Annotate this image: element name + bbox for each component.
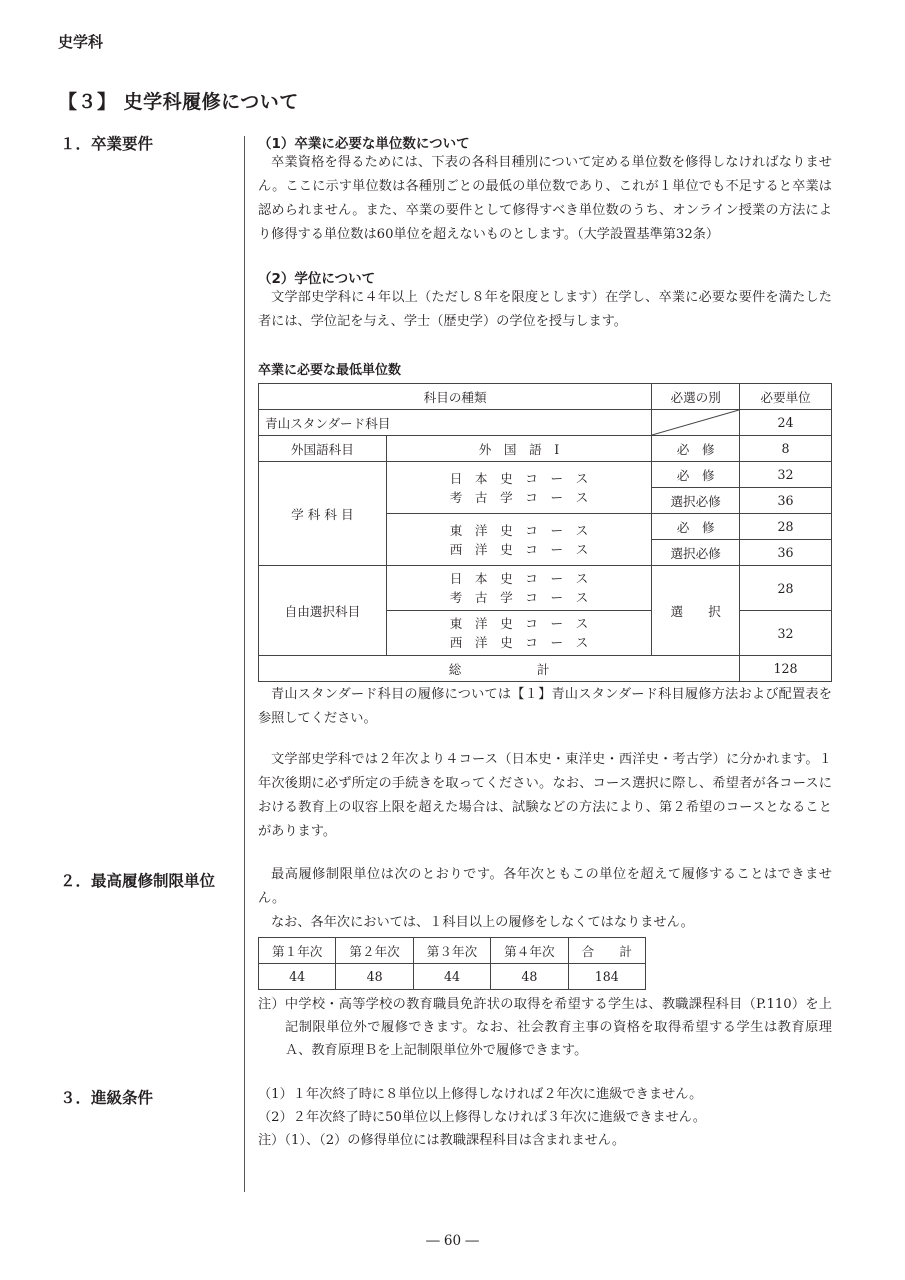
dept-req-1: 必 修 <box>652 462 740 488</box>
table-row <box>259 410 832 436</box>
promotion-rule-2: （2）２年次終了時に50単位以上修得しなければ３年次に進級できません。 <box>258 1110 706 1125</box>
course-division-text: 文学部史学科では２年次より４コース（日本史・東洋史・西洋史・考古学）に分かれます。１年次後期に必ず所定の手続きを取ってください。なお、コース選択に際し、希望者が各コースにおける教育上の収容上限を超えた場合は、試験などの方法により、第２希望のコースとなることがあります。 <box>258 752 832 839</box>
year-1-header: 第１年次 <box>259 938 336 964</box>
year-2-value: 48 <box>336 964 413 990</box>
year-3-value: 44 <box>413 964 490 990</box>
dept-units-3: 28 <box>740 514 832 540</box>
year-4-value: 48 <box>491 964 568 990</box>
total-header: 合 計 <box>568 938 645 964</box>
table-row <box>259 656 832 682</box>
table-row <box>259 462 832 488</box>
dept-subjects-category: 学 科 科 目 <box>259 462 387 566</box>
page-title: 【３】 史学科履修について <box>58 91 299 113</box>
year-1-value: 44 <box>259 964 336 990</box>
year-4-header: 第４年次 <box>491 938 568 964</box>
year-2-header: 第２年次 <box>336 938 413 964</box>
course-oriental-history: 東 洋 史 コ ー ス <box>449 616 589 631</box>
table-row <box>259 566 832 611</box>
foreign-language-category: 外国語科目 <box>259 436 387 462</box>
dept-units-2: 36 <box>740 488 832 514</box>
header-requirement: 必選の別 <box>652 384 740 410</box>
table-row <box>259 964 646 990</box>
minimum-credits-table <box>258 383 832 682</box>
total-label: 総 計 <box>259 656 740 682</box>
diagonal-cell <box>652 410 740 436</box>
free-course-group-2 <box>386 611 651 656</box>
dept-course-group-1 <box>386 462 651 514</box>
header-units: 必要単位 <box>740 384 832 410</box>
promotion-note: 注）（1）、（2）の修得単位には教職課程科目は含まれません。 <box>258 1133 626 1148</box>
course-japanese-history: 日 本 史 コ ー ス <box>449 470 589 486</box>
free-units-2: 32 <box>740 611 832 656</box>
dept-req-3: 必 修 <box>652 514 740 540</box>
course-western-history: 西 洋 史 コ ー ス <box>449 635 589 650</box>
credits-table-caption: 卒業に必要な最低単位数 <box>258 363 402 378</box>
max-credits-text: 最高履修制限単位は次のとおりです。各年次ともこの単位を超えて履修することはできません。 なお、各年次においては、１科目以上の履修をしなくてはなりません。 <box>258 867 832 930</box>
section-3-heading: ３．進級条件 <box>60 1089 154 1107</box>
promotion-conditions <box>258 1083 832 1152</box>
course-japanese-history: 日 本 史 コ ー ス <box>449 571 589 586</box>
free-elective-category: 自由選択科目 <box>259 566 387 656</box>
foreign-language-name: 外 国 語 Ⅰ <box>386 436 651 462</box>
graduation-credits-heading: （1）卒業に必要な単位数について <box>258 136 470 152</box>
degree-text: 文学部史学科に４年以上（ただし８年を限度とします）在学し、卒業に必要な要件を満たした者には、学位記を与え、学士（歴史学）の学位を授与します。 <box>258 290 832 329</box>
foreign-language-req: 必 修 <box>652 436 740 462</box>
dept-units-1: 32 <box>740 462 832 488</box>
aoyama-standard-label: 青山スタンダード科目 <box>259 410 652 436</box>
free-course-group-1 <box>386 566 651 611</box>
dept-course-group-2 <box>386 514 651 566</box>
graduation-credits-text: 卒業資格を得るためには、下表の各科目種別について定める単位数を修得しなければなりません。ここに示す単位数は各種別ごとの最低の単位数であり、これが１単位でも不足すると卒業は認められません。また、卒業の要件として修得すべき単位数のうち、オンライン授業の方法により修得する単位数は60単位を超えないものとします。（大学設置基準第32条） <box>258 155 832 242</box>
section-2-heading: ２．最高履修制限単位 <box>60 872 216 890</box>
year-3-header: 第３年次 <box>413 938 490 964</box>
promotion-rule-1: （1）１年次終了時に８単位以上修得しなければ２年次に進級できません。 <box>258 1087 703 1102</box>
dept-req-4: 選択必修 <box>652 540 740 566</box>
dept-req-2: 選択必修 <box>652 488 740 514</box>
course-western-history: 西 洋 史 コ ー ス <box>449 541 589 557</box>
foreign-language-units: 8 <box>740 436 832 462</box>
aoyama-standard-note: 青山スタンダード科目の履修については【１】青山スタンダード科目履修方法および配置表を参照してください。 <box>258 687 832 726</box>
course-archaeology: 考 古 学 コ ー ス <box>449 489 589 505</box>
page-number: ― 60 ― <box>426 1233 479 1249</box>
aoyama-standard-units: 24 <box>740 410 832 436</box>
section-1-heading: １．卒業要件 <box>60 135 154 153</box>
free-units-1: 28 <box>740 566 832 611</box>
table-row <box>259 384 832 410</box>
teaching-license-note: 注）中学校・高等学校の教育職員免許状の取得を希望する学生は、教職課程科目（P.110）を上記制限単位外で履修できます。なお、社会教育主事の資格を取得希望する学生は教育原理Ａ、教育原理Ｂを上記制限単位外で履修できます。 <box>258 997 832 1058</box>
table-row <box>259 436 832 462</box>
free-elective-req: 選 択 <box>652 566 740 656</box>
department-label: 史学科 <box>58 33 104 51</box>
course-oriental-history: 東 洋 史 コ ー ス <box>449 522 589 538</box>
dept-units-4: 36 <box>740 540 832 566</box>
degree-heading: （2）学位について <box>258 271 376 287</box>
diagonal-line <box>652 410 739 435</box>
max-credits-table <box>258 937 646 990</box>
header-subject-type: 科目の種類 <box>259 384 652 410</box>
course-archaeology: 考 古 学 コ ー ス <box>449 590 589 605</box>
table-row <box>259 938 646 964</box>
total-value: 184 <box>568 964 645 990</box>
section-divider-line <box>244 136 245 1192</box>
total-units: 128 <box>740 656 832 682</box>
